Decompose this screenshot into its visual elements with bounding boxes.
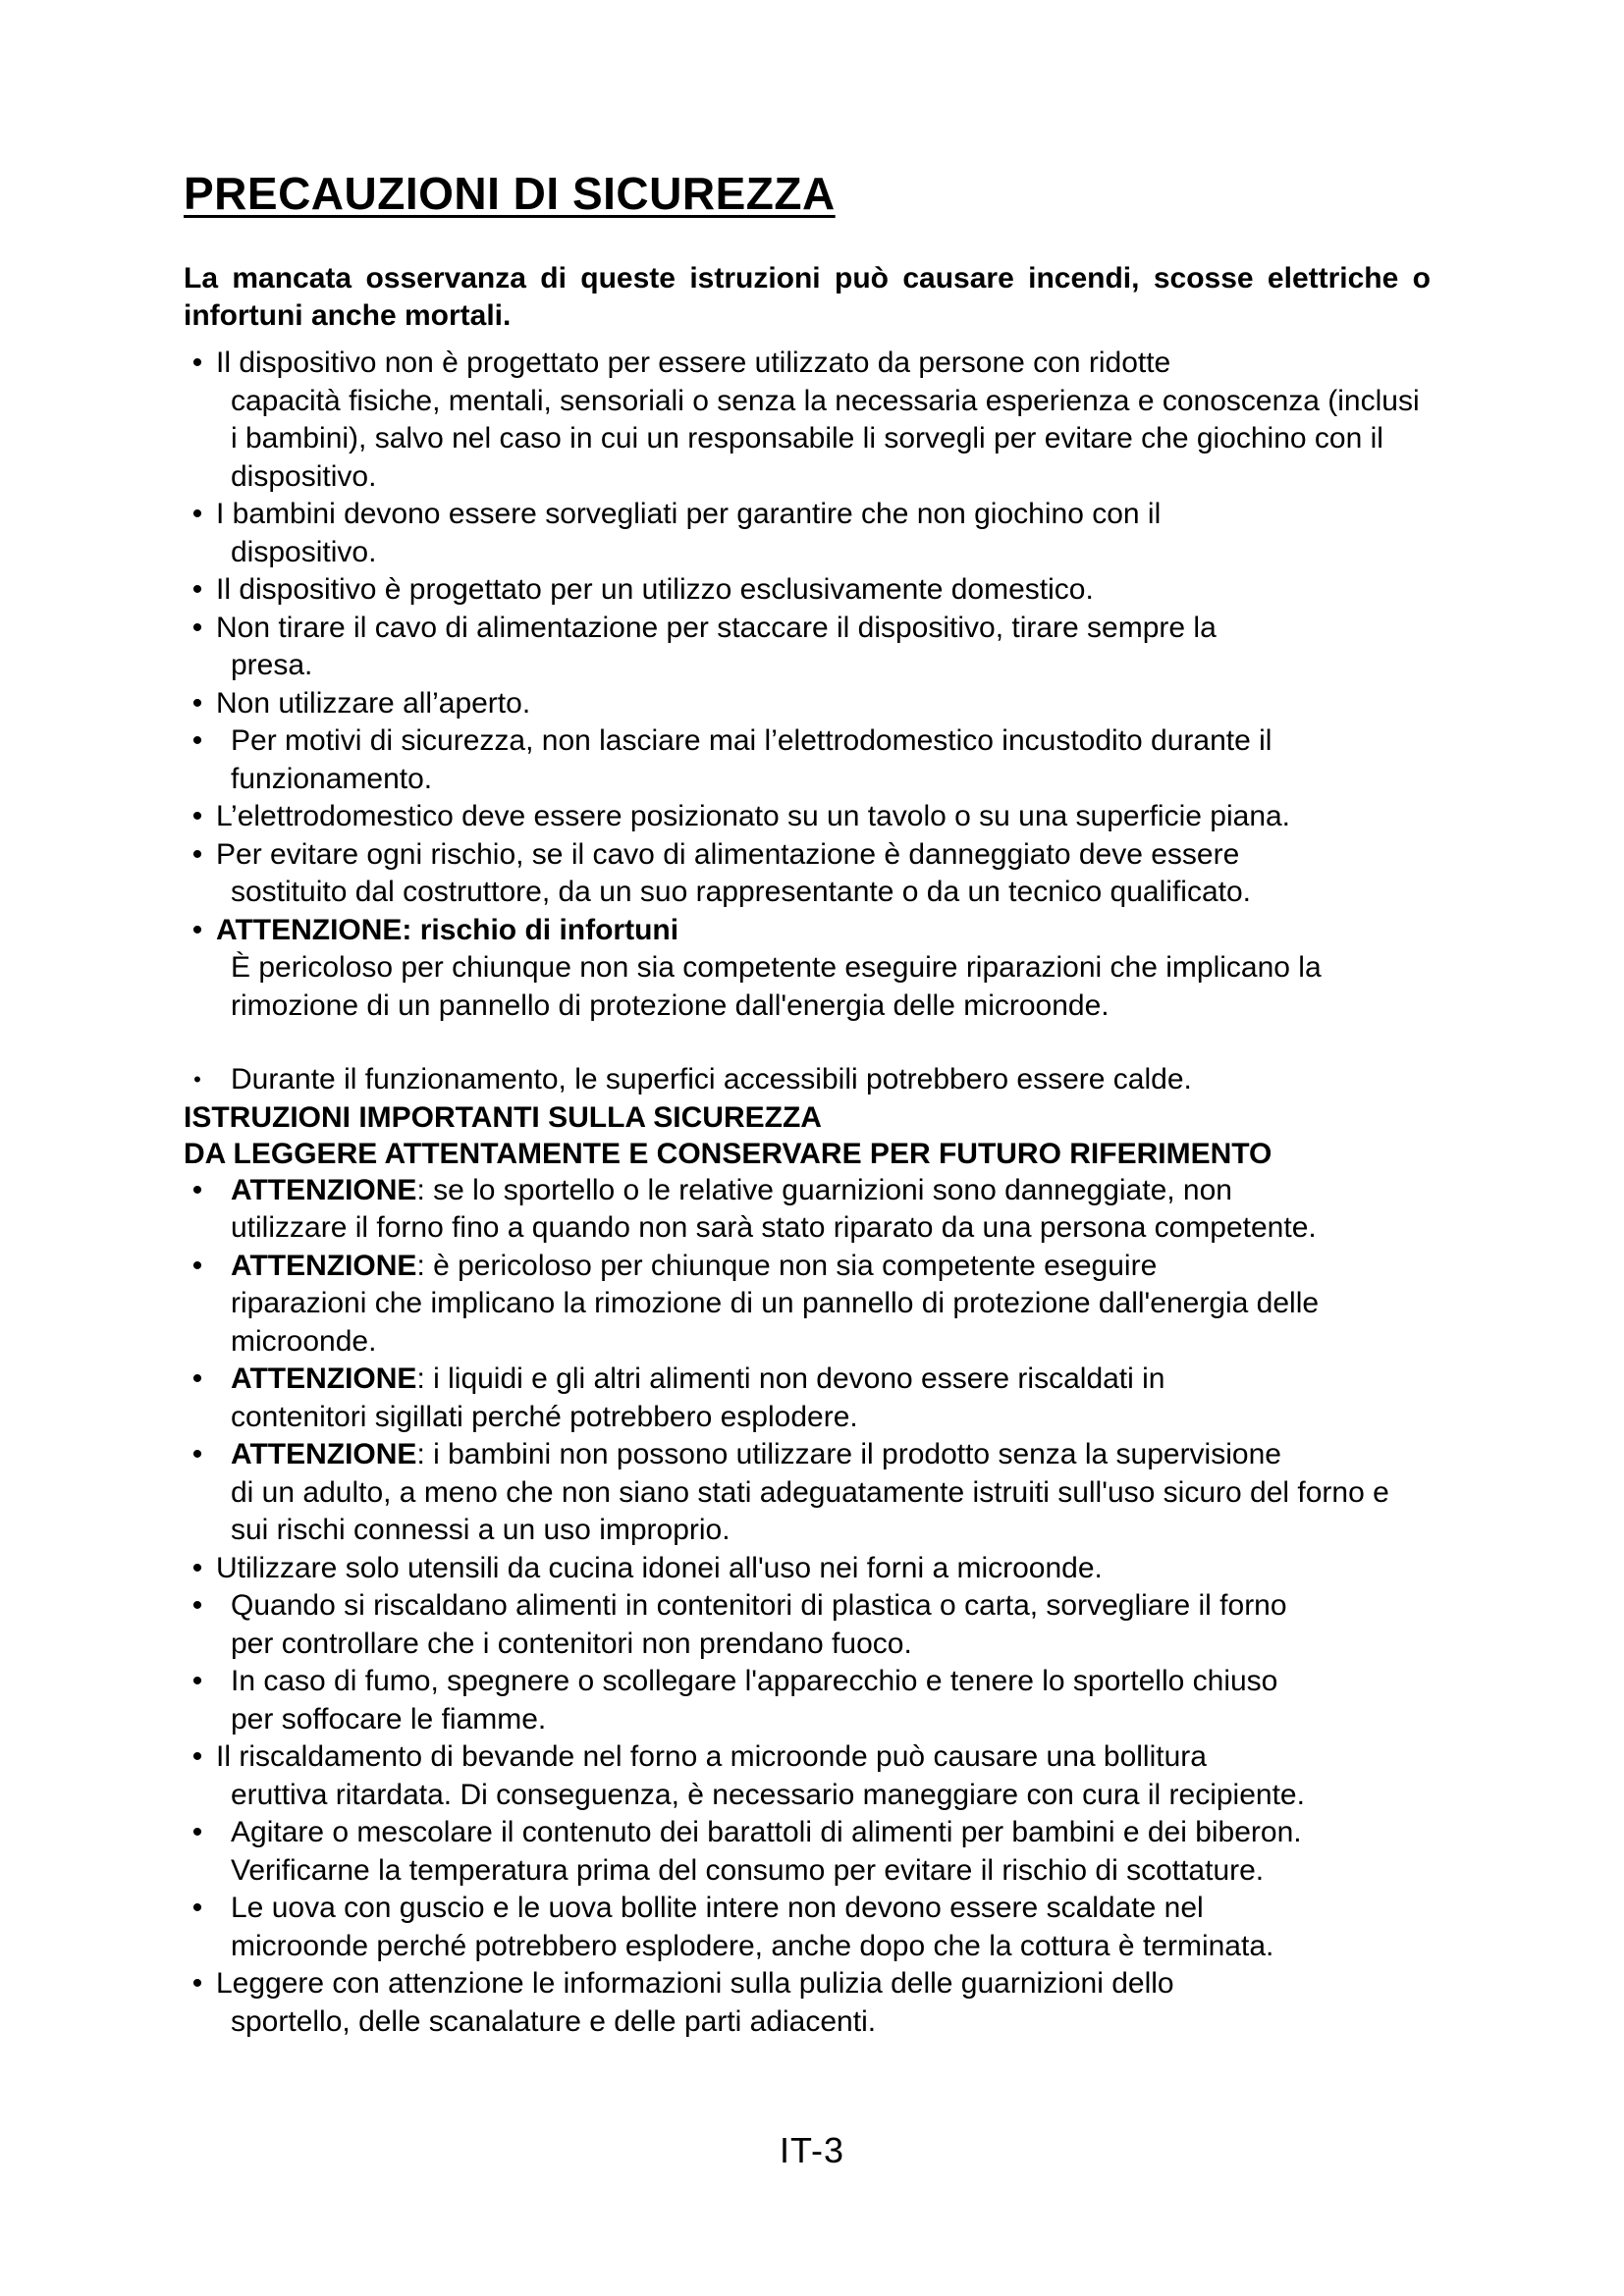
list-item: • ATTENZIONE: se lo sportello o le relative guarnizioni sono danneggiate, non utilizzare il forno fino a quando non sarà stato riparato da una persona competente. (184, 1172, 1431, 1248)
list-item: • Il dispositivo non è progettato per essere utilizzato da persone con ridotte capacità fisiche, mentali, sensoriali o senza la necessaria esperienza e conoscenza (inclusi i bambini), salvo nel caso in cui un responsabile li sorvegli per evitare che giochino con il dispositivo. (184, 345, 1431, 496)
list-item: • Per evitare ogni rischio, se il cavo di alimentazione è danneggiato deve essere sostituito dal costruttore, da un suo rappresentante o da un tecnico qualificato. (184, 836, 1431, 912)
list-item: • Quando si riscaldano alimenti in contenitori di plastica o carta, sorvegliare il forno per controllare che i contenitori non prendano fuoco. (184, 1587, 1431, 1663)
bullet-icon: • (191, 1892, 203, 1925)
bullet-icon: • (191, 1665, 203, 1698)
list-item: • Il dispositivo è progettato per un utilizzo esclusivamente domestico. (184, 571, 1431, 610)
list-item: • Il riscaldamento di bevande nel forno a microonde può causare una bollitura eruttiva ritardata. Di conseguenza, è necessario maneggiare con cura il recipiente. (184, 1738, 1431, 1814)
bullet-icon: • (191, 1551, 203, 1584)
list-item: • ATTENZIONE: i bambini non possono utilizzare il prodotto senza la supervisione di un adulto, a meno che non siano stati adeguatamente istruiti sull'uso sicuro del forno e sui rischi connessi a un uso improprio. (184, 1436, 1431, 1550)
list-item: • ATTENZIONE: rischio di infortuni È pericoloso per chiunque non sia competente eseguire riparazioni che implicano la rimozione di un pannello di protezione dall'energia delle microonde. (184, 912, 1431, 1026)
list-item: • ATTENZIONE: è pericoloso per chiunque non sia competente eseguire riparazioni che implicano la rimozione di un pannello di protezione dall'energia delle microonde. (184, 1248, 1431, 1362)
list-item: • Le uova con guscio e le uova bollite intere non devono essere scaldate nel microonde perché potrebbero esplodere, anche dopo che la cottura è terminata. (184, 1890, 1431, 1965)
list-item: • In caso di fumo, spegnere o scollegare l'apparecchio e tenere lo sportello chiuso per soffocare le fiamme. (184, 1663, 1431, 1738)
bullet-icon: • (191, 573, 203, 607)
important-warnings-list (184, 1172, 1431, 2042)
page-title: PRECAUZIONI DI SICUREZZA (184, 168, 836, 219)
list-item: • Utilizzare solo utensili da cucina idonei all'uso nei forni a microonde. (184, 1550, 1431, 1588)
warning-statement: La mancata osservanza di queste istruzioni può causare incendi, scosse elettriche o infortuni anche mortali. (184, 262, 1431, 333)
bullet-icon: • (191, 1589, 203, 1623)
bullet-icon: • (193, 1067, 201, 1093)
bullet-icon: • (191, 1249, 203, 1282)
bullet-icon: • (191, 1967, 203, 2001)
bullet-icon: • (191, 1740, 203, 1774)
list-item: • I bambini devono essere sorvegliati per garantire che non giochino con il dispositivo. (184, 496, 1431, 571)
list-item: • ATTENZIONE: i liquidi e gli altri alimenti non devono essere riscaldati in contenitori sigillati perché potrebbero esplodere. (184, 1361, 1431, 1436)
bullet-icon: • (191, 724, 203, 758)
list-item: • Non tirare il cavo di alimentazione per staccare il dispositivo, tirare sempre la presa. (184, 610, 1431, 685)
bullet-icon: • (191, 837, 203, 871)
section-heading: ISTRUZIONI IMPORTANTI SULLA SICUREZZA (184, 1100, 822, 1134)
bullet-icon: • (191, 913, 203, 946)
bullet-icon: • (191, 1362, 203, 1396)
bullet-icon: • (191, 1173, 203, 1206)
bullet-icon: • (191, 1816, 203, 1849)
list-item: • L’elettrodomestico deve essere posizionato su un tavolo o su una superficie piana. (184, 798, 1431, 836)
hot-surfaces-list (184, 1061, 1431, 1099)
bullet-icon: • (191, 611, 203, 644)
list-item: • Agitare o mescolare il contenuto dei barattoli di alimenti per bambini e dei biberon. Verificarne la temperatura prima del consumo per evitare il rischio di scottature. (184, 1814, 1431, 1890)
safety-list (184, 345, 1431, 1025)
list-item: • Per motivi di sicurezza, non lasciare mai l’elettrodomestico incustodito durante il funzionamento. (184, 722, 1431, 798)
section-subheading: DA LEGGERE ATTENTAMENTE E CONSERVARE PER FUTURO RIFERIMENTO (184, 1137, 1272, 1170)
page-number: IT-3 (779, 2130, 844, 2170)
bullet-icon: • (191, 800, 203, 833)
list-item: • Non utilizzare all’aperto. (184, 685, 1431, 723)
bullet-icon: • (191, 686, 203, 720)
bullet-icon: • (191, 347, 203, 380)
document-page (184, 167, 1431, 2041)
bullet-icon: • (191, 1438, 203, 1471)
list-item: • Durante il funzionamento, le superfici accessibili potrebbero essere calde. (184, 1061, 1431, 1099)
bullet-icon: • (191, 498, 203, 531)
list-item: • Leggere con attenzione le informazioni sulla pulizia delle guarnizioni dello sportello, delle scanalature e delle parti adiacenti. (184, 1965, 1431, 2041)
